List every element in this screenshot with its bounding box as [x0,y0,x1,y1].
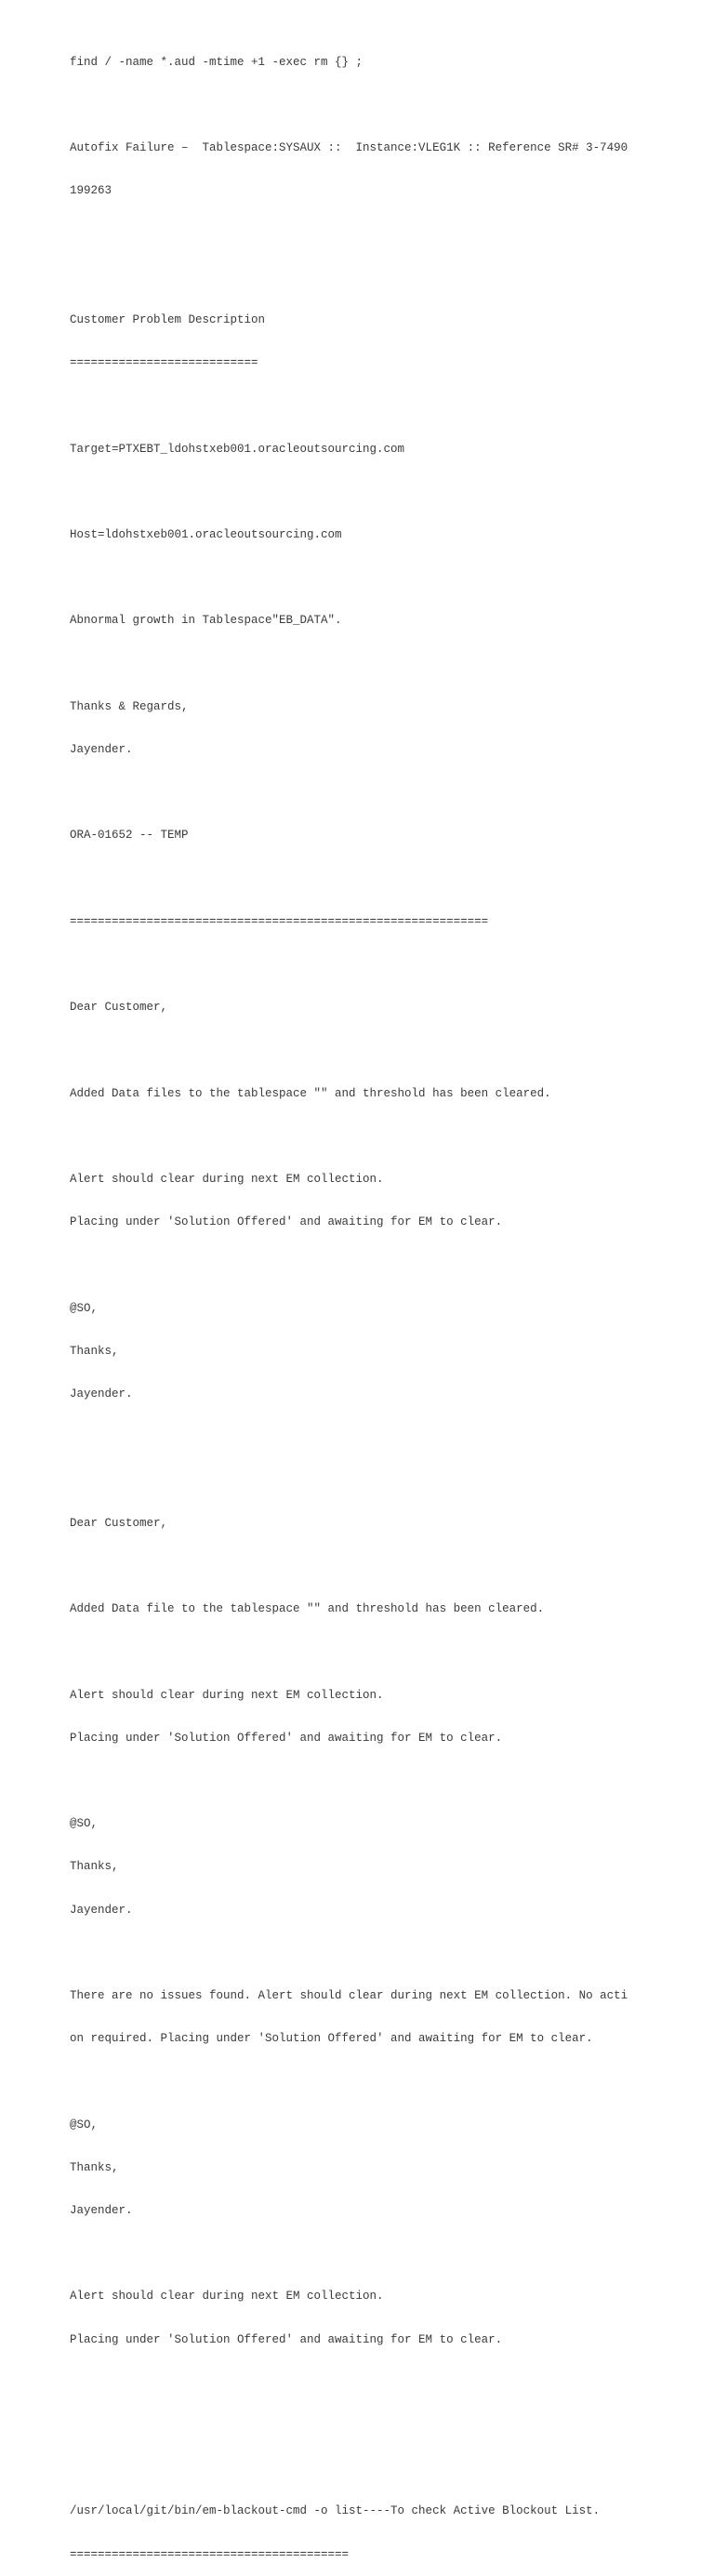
text-line: on required. Placing under 'Solution Offered' and awaiting for EM to clear. [70,2032,593,2046]
text-line: Abnormal growth in Tablespace"EB_DATA". [70,614,342,628]
text-line: Placing under 'Solution Offered' and awaiting for EM to clear. [70,1731,503,1745]
text-line: Dear Customer, [70,1001,168,1015]
text-line: Jayender. [70,743,133,757]
document-page [70,27,702,2576]
text-line: @SO, [70,2118,99,2131]
blank-line [70,2419,702,2433]
text-line: @SO, [70,1301,99,1315]
blank-line [70,1130,702,1144]
text-line: ORA-01652 -- TEMP [70,829,189,843]
blank-line [70,1043,702,1057]
text-line: Added Data file to the tablespace "" and threshold has been cleared. [70,1602,545,1616]
blank-line [70,657,702,671]
text-line: Placing under 'Solution Offered' and awaiting for EM to clear. [70,2332,503,2346]
text-line: find / -name *.aud -mtime +1 -exec rm {} ; [70,55,364,69]
text-line: Alert should clear during next EM collection. [70,1688,384,1702]
text-line: 199263 [70,184,112,198]
blank-line [70,786,702,800]
blank-line [70,2462,702,2476]
text-line: Autofix Failure – Tablespace:SYSAUX :: Instance:VLEG1K :: Reference SR# 3-7490 [70,141,628,155]
text-line: Placing under 'Solution Offered' and awaiting for EM to clear. [70,1215,503,1229]
blank-line [70,1645,702,1659]
blank-line [70,872,702,886]
text-line: @SO, [70,1817,99,1831]
text-line: Jayender. [70,1388,133,1401]
separator-line: ============================================================ [70,914,489,928]
heading-underline: =========================== [70,356,258,370]
blank-line [70,1774,702,1788]
blank-line [70,2376,702,2390]
blank-line [70,958,702,972]
section-heading: Customer Problem Description [70,313,266,327]
blank-line [70,1474,702,1488]
text-line: Thanks, [70,2160,119,2174]
text-line: Added Data files to the tablespace "" and threshold has been cleared. [70,1086,551,1100]
text-line: Alert should clear during next EM collection. [70,2290,384,2304]
text-line: Alert should clear during next EM collection. [70,1173,384,1187]
blank-line [70,1430,702,1444]
blank-line [70,571,702,585]
text-line: Host=ldohstxeb001.oracleoutsourcing.com [70,528,342,542]
text-line: Dear Customer, [70,1516,168,1530]
blank-line [70,485,702,499]
text-line: Thanks & Regards, [70,699,189,713]
text-line: Jayender. [70,2203,133,2217]
blank-line [70,1946,702,1960]
blank-line [70,1259,702,1273]
text-line: Thanks, [70,1344,119,1358]
blank-line [70,1560,702,1573]
blank-line [70,399,702,413]
separator-line: ======================================== [70,2547,350,2561]
blank-line [70,99,702,113]
text-line: Target=PTXEBT_ldohstxeb001.oracleoutsourcing.com [70,442,405,456]
blank-line [70,271,702,285]
blank-line [70,2075,702,2089]
text-line: Thanks, [70,1860,119,1874]
blank-line [70,2247,702,2261]
text-line: /usr/local/git/bin/em-blackout-cmd -o list----To check Active Blockout List. [70,2504,601,2518]
blank-line [70,228,702,242]
text-line: There are no issues found. Alert should clear during next EM collection. No acti [70,1988,628,2002]
text-line: Jayender. [70,1903,133,1917]
